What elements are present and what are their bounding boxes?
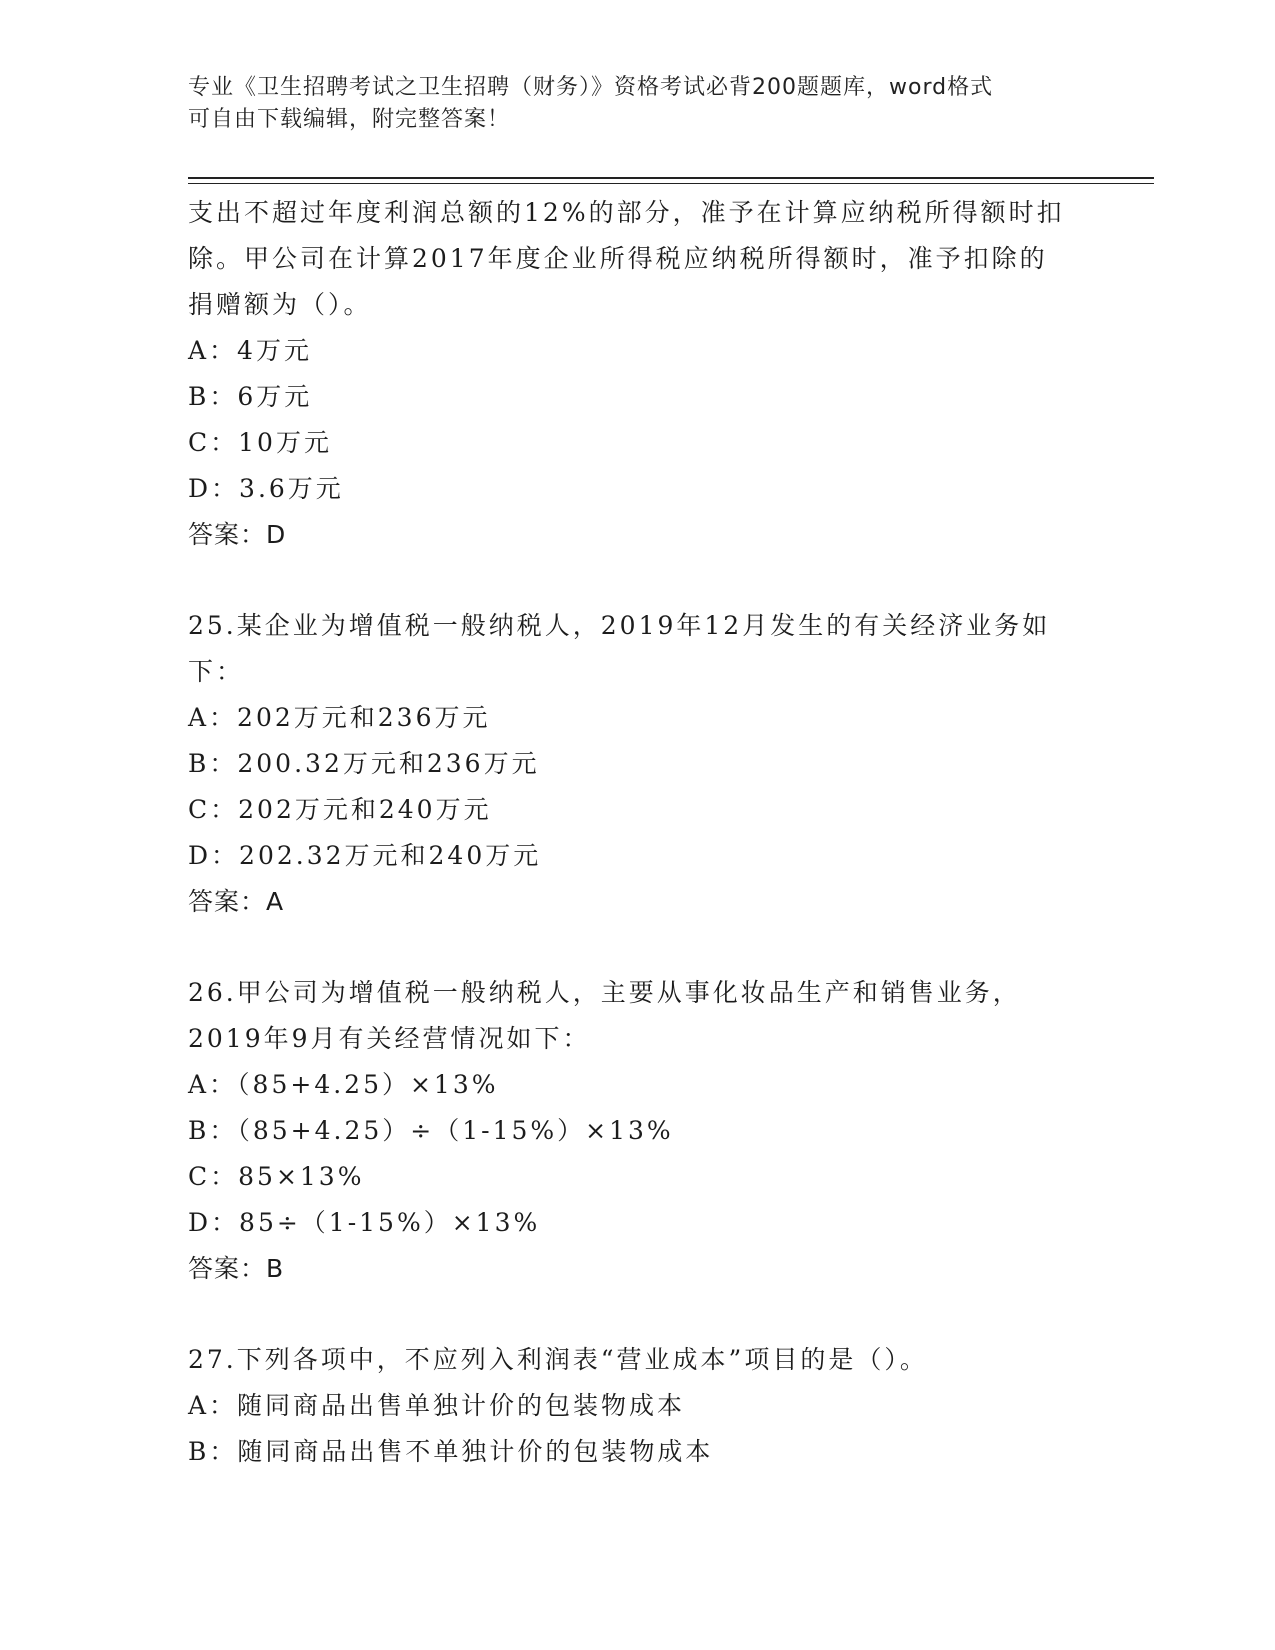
option-b: B：200.32万元和236万元 — [188, 749, 540, 778]
question-stem-line: 26.甲公司为增值税一般纳税人，主要从事化妆品生产和销售业务， — [188, 978, 1021, 1007]
question-stem-line: 除。甲公司在计算2017年度企业所得税应纳税所得额时，准予扣除的 — [188, 244, 1048, 273]
option-a: A：随同商品出售单独计价的包装物成本 — [188, 1391, 686, 1420]
option-d: D：85÷（1-15%）×13% — [188, 1208, 541, 1237]
option-b: B：6万元 — [188, 382, 313, 411]
answer-label: 答案：D — [188, 520, 287, 549]
option-a: A：4万元 — [188, 336, 312, 365]
option-d: D：3.6万元 — [188, 474, 344, 503]
question-stem-line: 25.某企业为增值税一般纳税人，2019年12月发生的有关经济业务如 — [188, 611, 1051, 640]
question-25 — [188, 603, 1088, 925]
option-c: C：10万元 — [188, 428, 332, 457]
option-a: A：202万元和236万元 — [188, 703, 491, 732]
question-prev — [188, 190, 1088, 558]
question-list — [188, 190, 1088, 1475]
answer-label: 答案：A — [188, 887, 285, 916]
question-stem-line: 2019年9月有关经营情况如下： — [188, 1024, 591, 1053]
header-line-1: 专业《卫生招聘考试之卫生招聘（财务）》资格考试必背200题题库，word格式 — [188, 75, 994, 100]
question-stem-line: 捐赠额为（）。 — [188, 290, 372, 319]
question-stem-line: 27.下列各项中，不应列入利润表“营业成本”项目的是（）。 — [188, 1345, 928, 1374]
option-c: C：85×13% — [188, 1162, 365, 1191]
question-stem-line: 下： — [188, 657, 245, 686]
page-header — [188, 72, 1088, 136]
question-26 — [188, 970, 1088, 1292]
option-d: D：202.32万元和240万元 — [188, 841, 542, 870]
header-rule-bottom — [188, 183, 1154, 184]
option-b: B：随同商品出售不单独计价的包装物成本 — [188, 1437, 714, 1466]
header-rule-top — [188, 177, 1154, 179]
option-c: C：202万元和240万元 — [188, 795, 492, 824]
option-a: A：（85+4.25）×13% — [188, 1070, 499, 1099]
header-line-2: 可自由下载编辑，附完整答案！ — [188, 107, 511, 132]
question-stem-line: 支出不超过年度利润总额的12%的部分，准予在计算应纳税所得额时扣 — [188, 198, 1065, 227]
option-b: B：（85+4.25）÷（1-15%）×13% — [188, 1116, 674, 1145]
question-27 — [188, 1337, 1088, 1475]
answer-label: 答案：B — [188, 1254, 285, 1283]
